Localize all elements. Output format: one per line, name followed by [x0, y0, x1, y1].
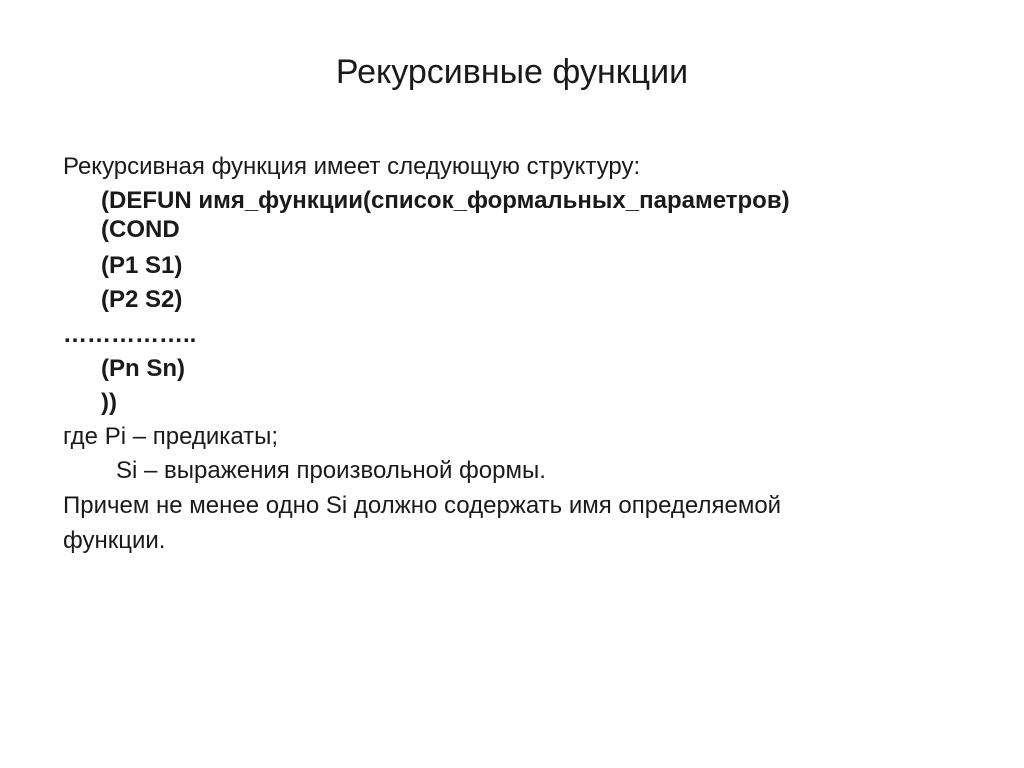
code-cond-line: (COND: [101, 216, 180, 243]
note-line-2: функции.: [63, 527, 166, 554]
where-pi-text: где Pi – предикаты;: [63, 423, 279, 450]
code-clause-n: (Pn Sn): [101, 355, 185, 382]
code-clause-2: (P2 S2): [101, 286, 183, 313]
intro-text: Рекурсивная функция имеет следующую структуру:: [63, 153, 641, 180]
where-si-text: Si – выражения произвольной формы.: [116, 457, 546, 484]
slide-title: Рекурсивные функции: [335, 53, 689, 91]
code-closing: )): [101, 389, 117, 416]
code-clause-1: (P1 S1): [101, 252, 183, 279]
code-defun-line: (DEFUN имя_функции(список_формальных_параметров): [101, 187, 790, 214]
code-ellipsis: ……………..: [63, 321, 197, 348]
note-line-1: Причем не менее одно Si должно содержать имя определяемой: [63, 492, 782, 519]
